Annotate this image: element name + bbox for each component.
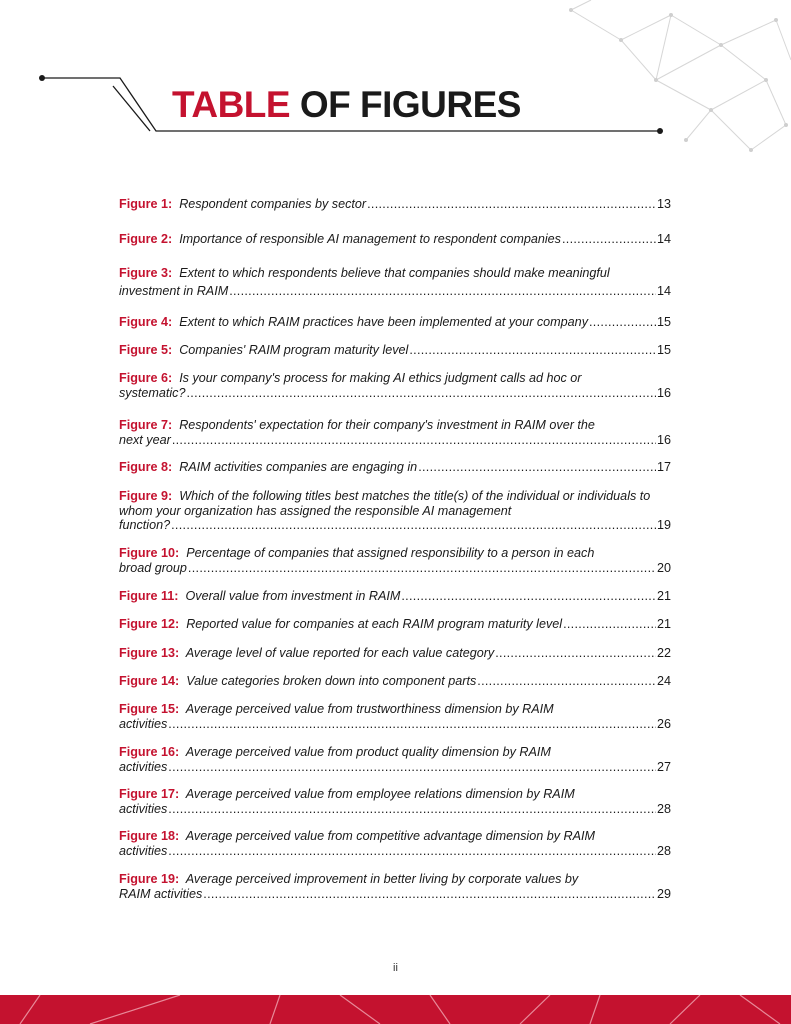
figure-caption: activities bbox=[119, 801, 168, 816]
dot-leader bbox=[562, 232, 656, 247]
figure-entry[interactable] bbox=[119, 829, 671, 858]
figure-caption: RAIM activities bbox=[119, 886, 203, 901]
figure-label: Figure 4: bbox=[119, 315, 173, 329]
figure-label: Figure 9: bbox=[119, 489, 173, 503]
figure-caption: activities bbox=[119, 843, 168, 858]
figure-page: 21 bbox=[656, 617, 671, 631]
figure-caption: function? bbox=[119, 518, 171, 533]
figure-entry[interactable] bbox=[119, 460, 671, 475]
figure-label: Figure 5: bbox=[119, 343, 173, 357]
figure-label: Figure 8: bbox=[119, 460, 173, 474]
figure-caption: Overall value from investment in RAIM bbox=[185, 589, 401, 603]
figure-caption-lead: Which of the following titles best matches the title(s) of the individual or individuals to whom your organization has assigned the responsible AI management bbox=[119, 489, 651, 518]
figure-entry[interactable] bbox=[119, 546, 671, 575]
figure-label: Figure 12: bbox=[119, 617, 180, 631]
dot-leader bbox=[229, 284, 656, 299]
figure-entry[interactable] bbox=[119, 872, 671, 901]
figure-caption: Reported value for companies at each RAIM program maturity level bbox=[186, 617, 563, 631]
figure-label: Figure 14: bbox=[119, 674, 180, 688]
figure-page: 24 bbox=[656, 674, 671, 688]
figure-entry[interactable] bbox=[119, 232, 671, 247]
figure-entry[interactable] bbox=[119, 343, 671, 358]
figure-page: 26 bbox=[656, 716, 671, 731]
footer-band-decoration bbox=[0, 995, 791, 1024]
figure-caption-lead: Average perceived value from employee relations dimension by RAIM bbox=[185, 787, 575, 801]
figure-entry[interactable] bbox=[119, 617, 671, 632]
dot-leader bbox=[563, 617, 656, 632]
figure-caption-lead: Percentage of companies that assigned responsibility to a person in each bbox=[186, 546, 595, 560]
title-rest: OF FIGURES bbox=[299, 84, 521, 125]
dot-leader bbox=[172, 433, 656, 448]
figure-entry[interactable] bbox=[119, 646, 671, 661]
figure-caption: Value categories broken down into component parts bbox=[186, 674, 477, 688]
figure-page: 15 bbox=[656, 343, 671, 357]
figure-page: 16 bbox=[656, 432, 671, 447]
dot-leader bbox=[187, 386, 656, 401]
dot-leader bbox=[203, 887, 656, 902]
figure-entry[interactable] bbox=[119, 266, 671, 298]
figure-caption-lead: Is your company's process for making AI ethics judgment calls ad hoc or bbox=[179, 371, 582, 385]
figure-caption-lead: Average perceived improvement in better living by corporate values by bbox=[185, 872, 579, 886]
figure-caption: activities bbox=[119, 759, 168, 774]
figure-label: Figure 13: bbox=[119, 646, 180, 660]
dot-leader bbox=[401, 589, 656, 604]
figure-page: 14 bbox=[656, 232, 671, 246]
figure-caption: activities bbox=[119, 716, 168, 731]
title-line-decoration bbox=[0, 0, 791, 160]
figure-page: 28 bbox=[656, 843, 671, 858]
figure-caption-lead: Respondents' expectation for their company's investment in RAIM over the bbox=[179, 418, 595, 432]
dot-leader bbox=[367, 197, 656, 212]
dot-leader bbox=[495, 646, 656, 661]
figure-label: Figure 11: bbox=[119, 589, 179, 603]
dot-leader bbox=[418, 460, 656, 475]
figure-label: Figure 2: bbox=[119, 232, 173, 246]
dot-leader bbox=[168, 717, 656, 732]
figure-page: 22 bbox=[656, 646, 671, 660]
figure-caption: systematic? bbox=[119, 385, 186, 400]
figure-page: 13 bbox=[656, 197, 671, 211]
dot-leader bbox=[168, 760, 656, 775]
figure-entry[interactable] bbox=[119, 589, 671, 604]
figure-caption-lead: Average perceived value from trustworthiness dimension by RAIM bbox=[185, 702, 554, 716]
figure-page: 29 bbox=[656, 886, 671, 901]
figure-caption: Importance of responsible AI management to respondent companies bbox=[179, 232, 561, 246]
figure-entry[interactable] bbox=[119, 702, 671, 731]
title-accent: TABLE bbox=[172, 84, 291, 125]
page-number: ii bbox=[393, 962, 398, 974]
dot-leader bbox=[168, 844, 656, 859]
figure-page: 27 bbox=[656, 759, 671, 774]
figure-entry[interactable] bbox=[119, 787, 671, 816]
figure-caption-lead: Extent to which respondents believe that companies should make meaningful bbox=[179, 266, 610, 280]
figure-label: Figure 18: bbox=[119, 829, 180, 843]
figure-page: 19 bbox=[656, 518, 671, 533]
figure-entry[interactable] bbox=[119, 745, 671, 774]
dot-leader bbox=[409, 343, 656, 358]
figure-label: Figure 16: bbox=[119, 745, 180, 759]
figure-label: Figure 6: bbox=[119, 371, 173, 385]
figure-page: 17 bbox=[656, 460, 671, 474]
figure-caption: Respondent companies by sector bbox=[179, 197, 367, 211]
dot-leader bbox=[589, 315, 656, 330]
figure-entry[interactable] bbox=[119, 418, 671, 447]
figure-label: Figure 15: bbox=[119, 702, 180, 716]
figure-caption-lead: Average perceived value from competitive advantage dimension by RAIM bbox=[185, 829, 595, 843]
figure-caption: RAIM activities companies are engaging in bbox=[179, 460, 418, 474]
figure-caption: next year bbox=[119, 432, 171, 447]
figure-label: Figure 1: bbox=[119, 197, 173, 211]
dot-leader bbox=[168, 802, 656, 817]
figure-label: Figure 3: bbox=[119, 266, 173, 280]
figure-page: 21 bbox=[656, 589, 671, 603]
figure-caption: Average level of value reported for each value category bbox=[185, 646, 495, 660]
figure-caption: Companies' RAIM program maturity level bbox=[179, 343, 409, 357]
figure-page: 20 bbox=[656, 560, 671, 575]
figure-entry[interactable] bbox=[119, 674, 671, 689]
figure-label: Figure 19: bbox=[119, 872, 180, 886]
dot-leader bbox=[171, 518, 656, 533]
figure-label: Figure 10: bbox=[119, 546, 180, 560]
figure-caption: broad group bbox=[119, 560, 187, 575]
dot-leader bbox=[477, 674, 656, 689]
figure-entry[interactable] bbox=[119, 371, 671, 400]
figure-label: Figure 17: bbox=[119, 787, 180, 801]
figure-label: Figure 7: bbox=[119, 418, 173, 432]
figure-page: 14 bbox=[656, 283, 671, 298]
figure-caption: investment in RAIM bbox=[119, 283, 229, 298]
figure-caption: Extent to which RAIM practices have been implemented at your company bbox=[179, 315, 588, 329]
figure-caption-lead: Average perceived value from product quality dimension by RAIM bbox=[185, 745, 551, 759]
figure-entry[interactable] bbox=[119, 489, 671, 533]
figure-entry[interactable] bbox=[119, 197, 671, 212]
page-title bbox=[172, 84, 521, 126]
figure-page: 15 bbox=[656, 315, 671, 329]
dot-leader bbox=[188, 561, 656, 576]
figure-page: 16 bbox=[656, 385, 671, 400]
figure-entry[interactable] bbox=[119, 315, 671, 330]
figure-page: 28 bbox=[656, 801, 671, 816]
